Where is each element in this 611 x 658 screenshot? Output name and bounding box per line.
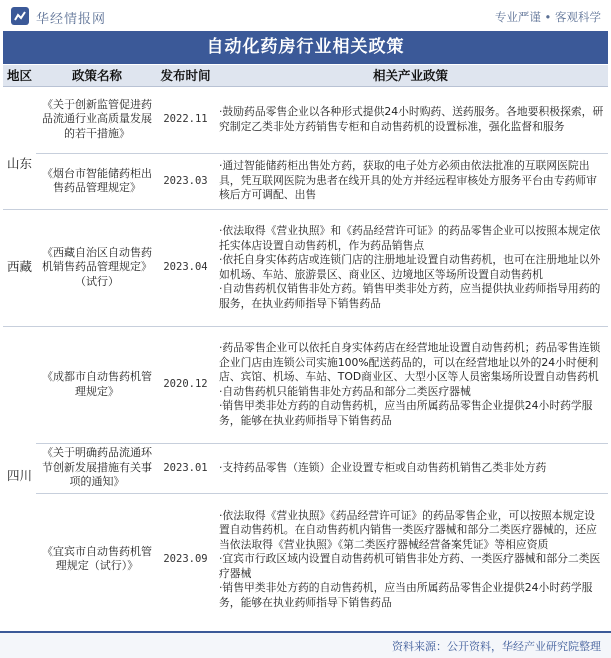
policy-content bbox=[213, 86, 608, 153]
policy-bullet: ·销售甲类非处方药的自动售药机，应当由所属药品零售企业提供24小时药学服务，能够在执业药师指导下销售药品 bbox=[219, 399, 593, 427]
region-cell: 四川 bbox=[3, 326, 36, 625]
column-header-date: 发布时间 bbox=[158, 65, 213, 86]
source-note: 资料来源：公开资料，华经产业研究院整理 bbox=[392, 640, 601, 653]
policy-bullet: ·支持药品零售（连锁）企业设置专柜或自动售药机销售乙类非处方药 bbox=[219, 460, 547, 474]
logo-icon bbox=[10, 6, 30, 26]
policy-bullet: ·药品零售企业可以依托自身实体药店在经营地址设置自动售药机；药品零售连锁企业门店由连锁公司实施100%配送药品的，可以在经营地址以外的24小时便利店、宾馆、机场、车站、TOD商业区、大型小区等人员密集场所设置自动售药机 bbox=[219, 341, 601, 383]
policy-bullet: ·通过智能储药柜出售处方药，获取的电子处方必须由依法批准的互联网医院出具，凭互联网医院为患者在线开具的处方并经远程审核处方服务平台由专药师审核后方可调配、出售 bbox=[219, 159, 597, 202]
policy-bullet: ·依托自身实体药店或连锁门店的注册地址设置自动售药机，也可在注册地址以外如机场、车站、旅游景区、商业区、边境地区等场所设置自动售药机 bbox=[219, 253, 601, 281]
table-row bbox=[3, 86, 608, 153]
policy-content bbox=[213, 326, 608, 443]
policy-bullet: ·自动售药机仅销售非处方药。销售甲类非处方药，应当提供执业药师指导用药的服务，在执业药师指导下销售药品 bbox=[219, 282, 601, 310]
brand-name: 华经情报网 bbox=[36, 12, 107, 27]
release-date: 2020.12 bbox=[158, 326, 213, 443]
policy-name: 《宜宾市自动售药机管理规定（试行）》 bbox=[36, 493, 158, 625]
region-cell: 山东 bbox=[3, 86, 36, 209]
release-date: 2023.09 bbox=[158, 493, 213, 625]
region-cell: 西藏 bbox=[3, 209, 36, 326]
table-row bbox=[3, 493, 608, 625]
column-header-policy: 相关产业政策 bbox=[213, 65, 608, 86]
policy-name: 《西藏自治区自动售药机销售药品管理规定》（试行） bbox=[36, 209, 158, 326]
table-row bbox=[3, 326, 608, 443]
policy-content bbox=[213, 493, 608, 625]
policy-bullet: ·鼓励药品零售企业以各种形式提供24小时购药、送药服务。各地要积极探索，研究制定乙类非处方药销售专柜和自动售药机的设置标准，强化监督和服务 bbox=[219, 105, 604, 133]
release-date: 2023.03 bbox=[158, 153, 213, 209]
policy-name: 《关于明确药品流通环节创新发展措施有关事项的通知》 bbox=[36, 443, 158, 493]
footer bbox=[0, 631, 611, 658]
slogan: 专业严谨 • 客观科学 bbox=[494, 10, 601, 24]
policy-name: 《成都市自动售药机管理规定》 bbox=[36, 326, 158, 443]
policy-bullet: ·自动售药机只能销售非处方药品和部分二类医疗器械 bbox=[219, 384, 471, 398]
policy-content bbox=[213, 209, 608, 326]
page-title: 自动化药房行业相关政策 bbox=[3, 31, 608, 64]
table-header-row bbox=[3, 65, 608, 86]
policy-bullet: ·销售甲类非处方药的自动售药机，应当由所属药品零售企业提供24小时药学服务，能够在执业药师指导下销售药品 bbox=[219, 581, 593, 609]
top-bar bbox=[0, 0, 611, 31]
policy-bullet: ·宜宾市行政区域内设置自动售药机可销售非处方药、一类医疗器械和部分二类医疗器械 bbox=[219, 552, 601, 580]
policy-content bbox=[213, 443, 608, 493]
policy-name: 《烟台市智能储药柜出售药品管理规定》 bbox=[36, 153, 158, 209]
column-header-region: 地区 bbox=[3, 65, 36, 86]
policy-table bbox=[3, 65, 608, 625]
policy-content bbox=[213, 153, 608, 209]
release-date: 2023.04 bbox=[158, 209, 213, 326]
policy-bullet: ·依法取得《营业执照》和《药品经营许可证》的药品零售企业可以按照本规定依托实体店设置自动售药机，作为药品销售点 bbox=[219, 224, 601, 252]
policy-name: 《关于创新监管促进药品流通行业高质量发展的若干措施》 bbox=[36, 86, 158, 153]
table-row bbox=[3, 153, 608, 209]
table-row bbox=[3, 209, 608, 326]
release-date: 2022.11 bbox=[158, 86, 213, 153]
table-row bbox=[3, 443, 608, 493]
release-date: 2023.01 bbox=[158, 443, 213, 493]
column-header-name: 政策名称 bbox=[36, 65, 158, 86]
policy-bullet: ·依法取得《营业执照》《药品经营许可证》的药品零售企业，可以按照本规定设置自动售药机。在自动售药机内销售一类医疗器械和部分二类医疗器械的，还应当依法取得《营业执照》《第二类医疗器械经营备案凭证》等相应资质 bbox=[219, 508, 597, 551]
